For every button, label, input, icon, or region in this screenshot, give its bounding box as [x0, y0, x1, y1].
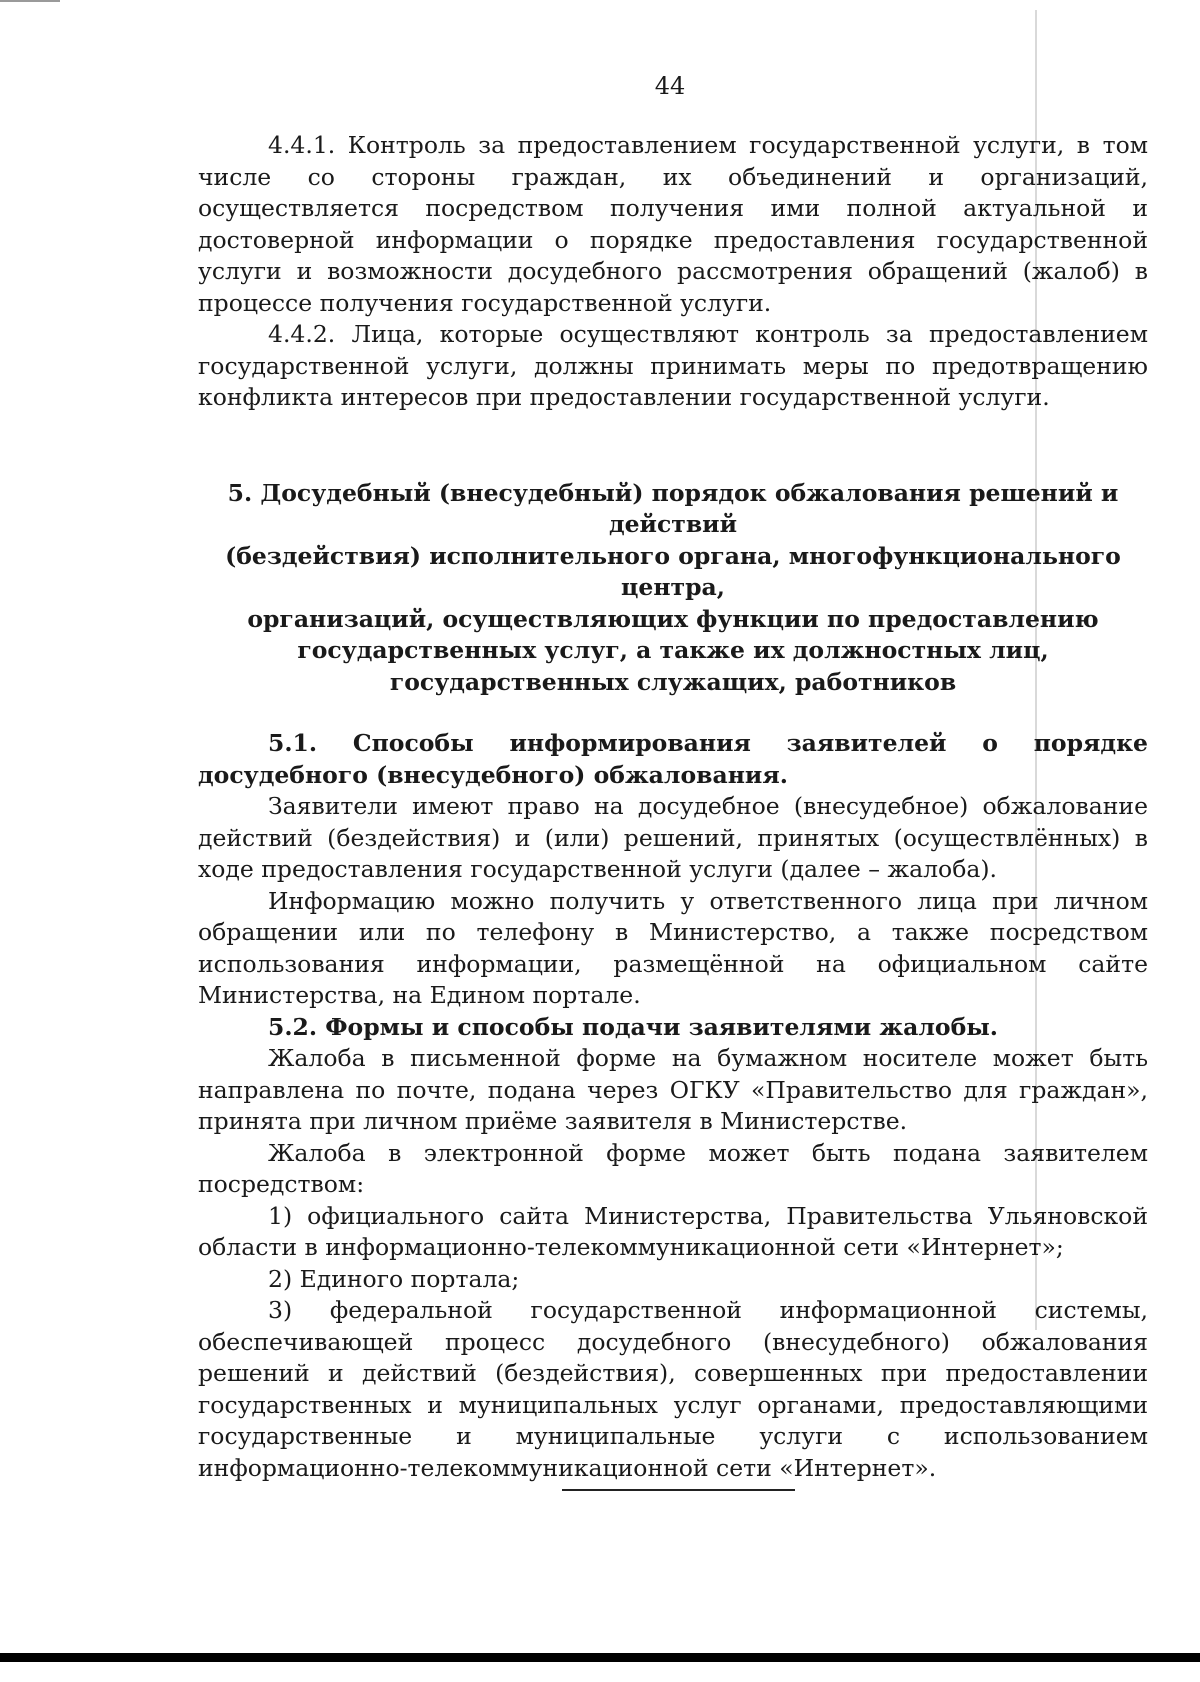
section-heading-line: 5. Досудебный (внесудебный) порядок обжалования решений и действий — [227, 478, 1119, 538]
paragraph-5-1-b: Информацию можно получить у ответственного лица при личном обращении или по телефону в Министерство, а также посредством использования информации, размещённой на официальном сайте Министерства, на Едином портале. — [198, 886, 1148, 1009]
paragraph-5-2-b: Жалоба в электронной форме может быть подана заявителем посредством: — [198, 1138, 1148, 1198]
scan-artifact-corner — [0, 0, 60, 2]
section-heading-line: (бездействия) исполнительного органа, многофункционального центра, — [225, 541, 1121, 601]
paragraph-4-4-2: 4.4.2. Лица, которые осуществляют контроль за предоставлением государственной услуги, должны принимать меры по предотвращению конфликта интересов при предоставлении государственной услуги. — [198, 320, 1148, 411]
section-heading-line: организаций, осуществляющих функции по предоставлению — [247, 604, 1099, 633]
page-number: 44 — [654, 72, 686, 100]
list-item-3: 3) федеральной государственной информационной системы, обеспечивающей процесс досудебного (внесудебного) обжалования решений и действий (бездействия), совершенных при предоставлении государственных и муниципальных услуг органами, предоставляющими государственные и муниципальные услуги с использованием информационно-телекоммуникационной сети «Интернет». — [198, 1296, 1148, 1482]
section-heading-line: государственных служащих, работников — [389, 667, 957, 696]
paragraph-5-1-a: Заявители имеют право на досудебное (внесудебное) обжалование действий (бездействия) и (или) решений, принятых (осуществлённых) в ходе предоставления государственной услуги (далее – жалоба). — [198, 792, 1148, 883]
subsection-5-2-title: 5.2. Формы и способы подачи заявителями жалобы. — [268, 1012, 998, 1041]
paragraph-4-4-1: 4.4.1. Контроль за предоставлением государственной услуги, в том числе со стороны граждан, их объединений и организаций, осуществляется посредством получения ими полной актуальной и достоверной информации о порядке предоставления государственной услуги и возможности досудебного рассмотрения обращений (жалоб) в процессе получения государственной услуги. — [198, 131, 1148, 317]
section-heading-line: государственных услуг, а также их должностных лиц, — [297, 636, 1049, 664]
paragraph-5-2-a: Жалоба в письменной форме на бумажном носителе может быть направлена по почте, подана через ОГКУ «Правительство для граждан», принята при личном приёме заявителя в Министерстве. — [198, 1044, 1148, 1135]
subsection-5-1-title: 5.1. Способы информирования заявителей о порядке досудебного (внесудебного) обжалования. — [198, 729, 1148, 789]
scan-artifact-bottom-bar — [0, 1653, 1200, 1662]
section-5-heading — [198, 478, 1148, 699]
list-item-2: 2) Единого портала; — [268, 1264, 520, 1293]
document-body — [198, 130, 1148, 1484]
list-item-1: 1) официального сайта Министерства, Правительства Ульяновской области в информационно-телекоммуникационной сети «Интернет»; — [198, 1201, 1148, 1261]
end-divider-line — [562, 1489, 795, 1491]
